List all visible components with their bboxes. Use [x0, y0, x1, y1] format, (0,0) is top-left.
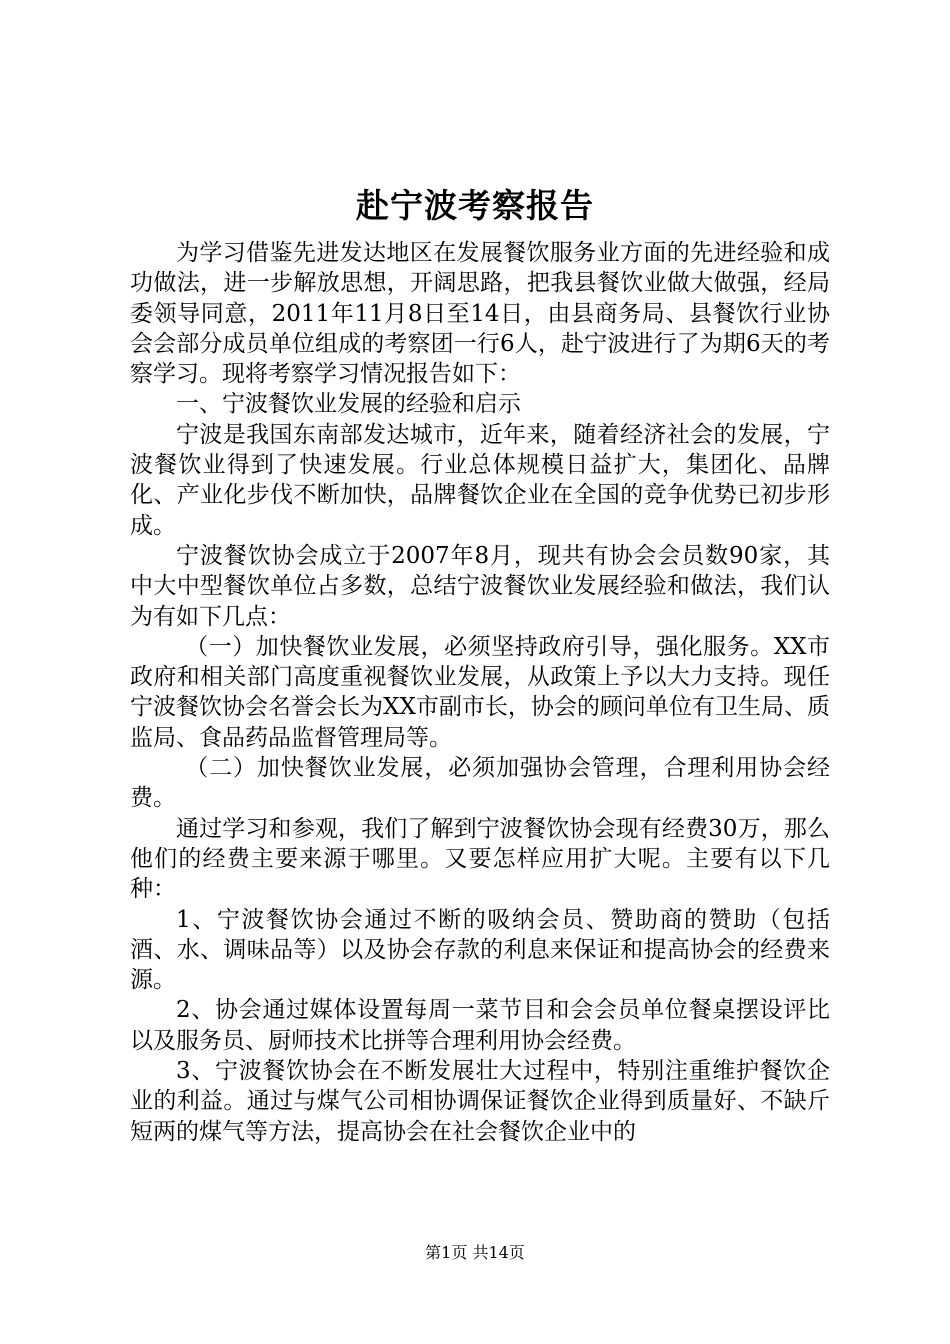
section-heading-1: 一、宁波餐饮业发展的经验和启示: [176, 391, 521, 418]
paragraph-funding-1: 1、宁波餐饮协会通过不断的吸纳会员、赞助商的赞助（包括酒、水、调味品等）以及协会存款的利息来保证和提高协会的经费来源。: [130, 906, 830, 994]
paragraph-point-2: （二）加快餐饮业发展，必须加强协会管理，合理利用协会经费。: [130, 755, 830, 812]
paragraph-funding-2: 2、协会通过媒体设置每周一菜节目和会会员单位餐桌摆设评比以及服务员、厨师技术比拼等合理利用协会经费。: [130, 997, 830, 1054]
paragraph-funding-intro: 通过学习和参观，我们了解到宁波餐饮协会现有经费30万，那么他们的经费主要来源于哪里。又要怎样应用扩大呢。主要有以下几种：: [130, 815, 830, 903]
paragraph-funding-3: 3、宁波餐饮协会在不断发展壮大过程中，特别注重维护餐饮企业的利益。通过与煤气公司相协调保证餐饮企业得到质量好、不缺斤短两的煤气等方法，提高协会在社会餐饮企业中的: [130, 1058, 830, 1145]
paragraph-intro: 为学习借鉴先进发达地区在发展餐饮服务业方面的先进经验和成功做法，进一步解放思想，开阔思路，把我县餐饮业做大做强，经局委领导同意，2011年11月8日至14日，由县商务局、县餐饮行业协会会部分成员单位组成的考察团一行6人，赴宁波进行了为期6天的考察学习。现将考察学习情况报告如下：: [130, 240, 830, 388]
document-title: 赴宁波考察报告: [356, 186, 594, 225]
page-footer: 第1页 共14页: [425, 1243, 525, 1262]
document-body: [130, 238, 830, 1147]
paragraph-point-1: （一）加快餐饮业发展，必须坚持政府引导，强化服务。XX市政府和相关部门高度重视餐饮业发展，从政策上予以大力支持。现任宁波餐饮协会名誉会长为XX市副市长，协会的顾问单位有卫生局、质监局、食品药品监督管理局等。: [130, 633, 830, 751]
paragraph-ningbo-overview: 宁波是我国东南部发达城市，近年来，随着经济社会的发展，宁波餐饮业得到了快速发展。行业总体规模日益扩大，集团化、品牌化、产业化步伐不断加快，品牌餐饮企业在全国的竞争优势已初步形成。: [130, 421, 830, 539]
paragraph-association-founding: 宁波餐饮协会成立于2007年8月，现共有协会会员数90家，其中大中型餐饮单位占多数，总结宁波餐饮业发展经验和做法，我们认为有如下几点：: [130, 542, 830, 630]
